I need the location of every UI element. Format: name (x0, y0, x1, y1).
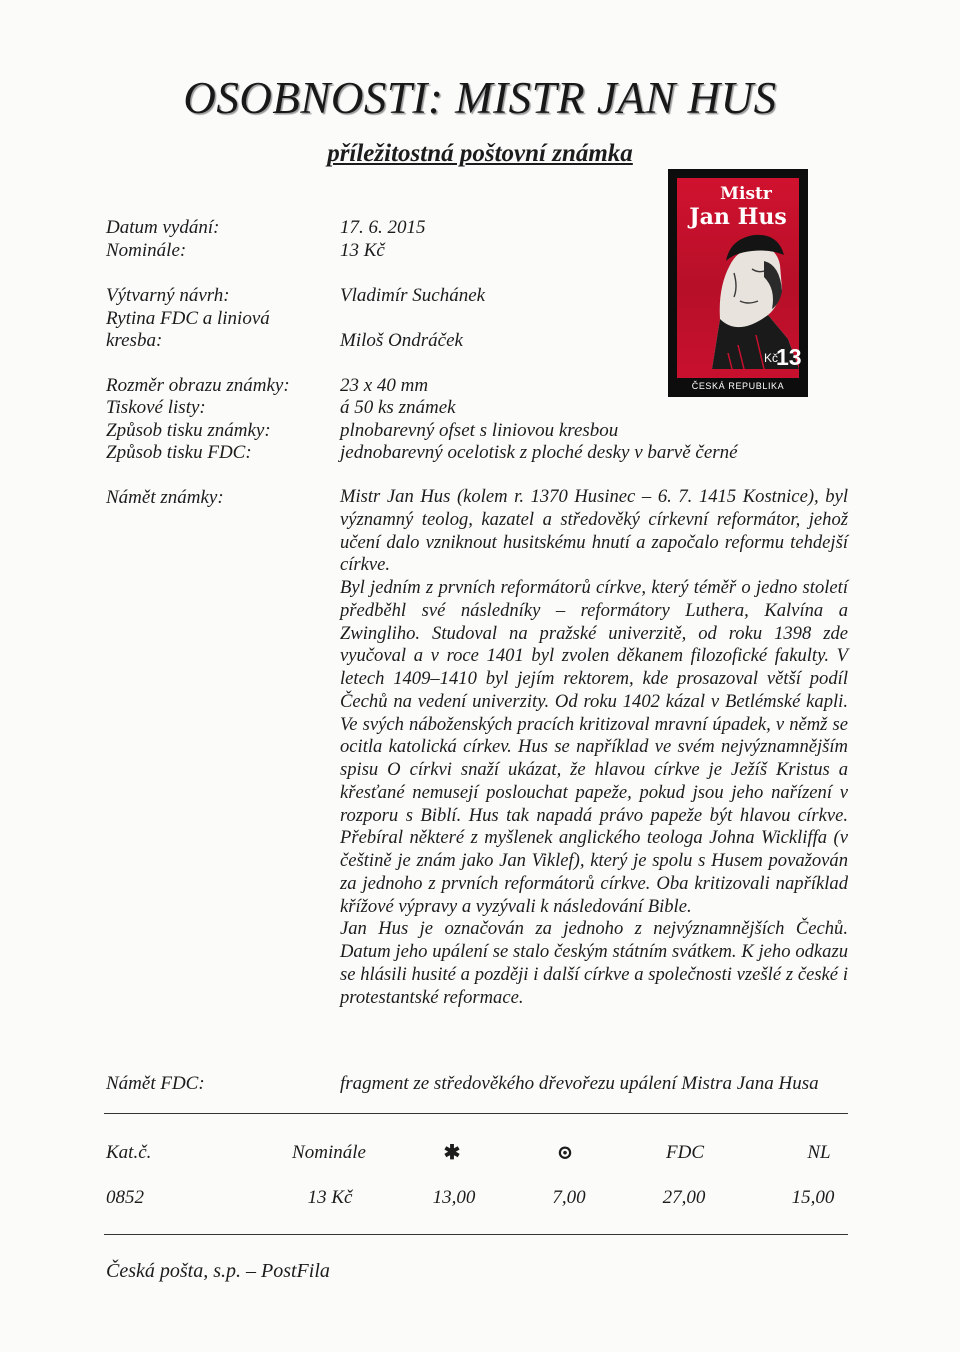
col-header-face-value: Nominále (292, 1142, 366, 1163)
stamp-country: ČESKÁ REPUBLIKA (691, 381, 785, 391)
label-image-size: Rozměr obrazu známky: (106, 375, 290, 396)
label-engraving-line2: kresba: (106, 330, 163, 351)
value-fdc-subject: fragment ze středověkého dřevořezu upálení Mistra Jana Husa (340, 1073, 819, 1094)
col-header-fdc: FDC (666, 1142, 704, 1163)
cell-nl: 15,00 (791, 1187, 835, 1208)
page-subtitle: příležitostná poštovní známka (327, 140, 633, 167)
subject-paragraph-1: Mistr Jan Hus (kolem r. 1370 Husinec – 6. 7. 1415 Kostnice), byl významný teolog, kazatel a středověký církevní reformátor, jehož učení dalo vzniknout husitskému hnutí a započalo reformu tehdejší církve. (340, 486, 848, 576)
value-stamp-printing: plnobarevný ofset s liniovou kresbou (340, 420, 619, 441)
label-design: Výtvarný návrh: (106, 285, 230, 306)
value-design: Vladimír Suchánek (340, 285, 486, 306)
subject-paragraph-3: Jan Hus je označován za jednoho z nejvýznamnějších Čechů. Datum jeho upálení se stalo českým státním svátkem. K jeho odkazu se hlásili husité a později i další církve a společnosti vzešlé z české i protestantské reformace. (340, 918, 848, 1008)
label-stamp-printing: Způsob tisku známky: (106, 420, 271, 441)
cell-mint: 13,00 (432, 1187, 476, 1208)
stamp-title-line2: Jan Hus (689, 204, 787, 230)
label-stamp-subject: Námět známky: (106, 487, 224, 508)
stamp-title-line1: Mistr (720, 184, 772, 204)
label-engraving-line1: Rytina FDC a liniová (106, 308, 270, 329)
col-header-used-icon: ⊙ (556, 1142, 574, 1164)
cell-catalog: 0852 (106, 1187, 144, 1208)
stamp-value: 13 (776, 344, 802, 370)
cell-used: 7,00 (552, 1187, 586, 1208)
col-header-catalog: Kat.č. (106, 1142, 152, 1163)
page-title: OSOBNOSTI: MISTR JAN HUS (183, 73, 777, 123)
cell-fdc: 27,00 (662, 1187, 706, 1208)
label-fdc-printing: Způsob tisku FDC: (106, 442, 252, 463)
col-header-mint-icon: ✱ (443, 1142, 461, 1164)
value-issue-date: 17. 6. 2015 (340, 217, 426, 238)
table-top-rule (104, 1113, 848, 1114)
label-sheets: Tiskové listy: (106, 397, 206, 418)
footer-dash: – (241, 1260, 261, 1282)
footer-brand: PostFila (261, 1260, 330, 1282)
label-fdc-subject: Námět FDC: (106, 1073, 205, 1094)
col-header-nl: NL (807, 1142, 831, 1163)
value-fdc-printing: jednobarevný ocelotisk z ploché desky v barvě černé (340, 442, 738, 463)
value-engraving: Miloš Ondráček (340, 330, 463, 351)
label-issue-date: Datum vydání: (106, 217, 220, 238)
table-bottom-rule (104, 1234, 848, 1235)
cell-face-value: 13 Kč (307, 1187, 353, 1208)
stamp-subject-text (340, 486, 848, 1009)
stamp-image (668, 169, 808, 397)
label-face-value: Nominále: (106, 240, 187, 261)
footer-publisher: Česká pošta, s.p. (106, 1260, 241, 1282)
value-face-value: 13 Kč (340, 240, 385, 261)
stamp-currency: Kč (764, 351, 779, 365)
footer (106, 1260, 330, 1283)
value-image-size: 23 x 40 mm (340, 375, 429, 396)
value-sheets: á 50 ks známek (340, 397, 456, 418)
subject-paragraph-2: Byl jedním z prvních reformátorů církve, který téměř o jedno století předběhl své následníky – reformátory Luthera, Kalvína a Zwingliho. Studoval na pražské univerzitě, od roku 1398 zde vyučoval a v roce 1401 byl zvolen děkanem filozofické fakulty. V letech 1409–1410 byl jejím rektorem, kde prosazoval větší podíl Čechů na vedení univerzity. Od roku 1402 kázal v Betlémské kapli. Ve svých náboženských pracích kritizoval mravní úpadek, v němž se ocitla katolická církev. Hus se například ve svém nejvýznamnějším spisu O církvi snaží ukázat, že hlavou církve je Ježíš Kristus a křesťané nemusejí poslouchat papeže, pokud jsou jeho nařízení v rozporu s Biblí. Hus tak napadá právo papeže být hlavou církve. Přebíral některé z myšlenek anglického teologa Johna Wickliffa (v češtině je znám jako Jan Viklef), který je spolu s Husem považován za jednoho z prvních reformátorů církve. Oba kritizovali například křížové výpravy a vyzývali k následování Bible. (340, 577, 848, 917)
